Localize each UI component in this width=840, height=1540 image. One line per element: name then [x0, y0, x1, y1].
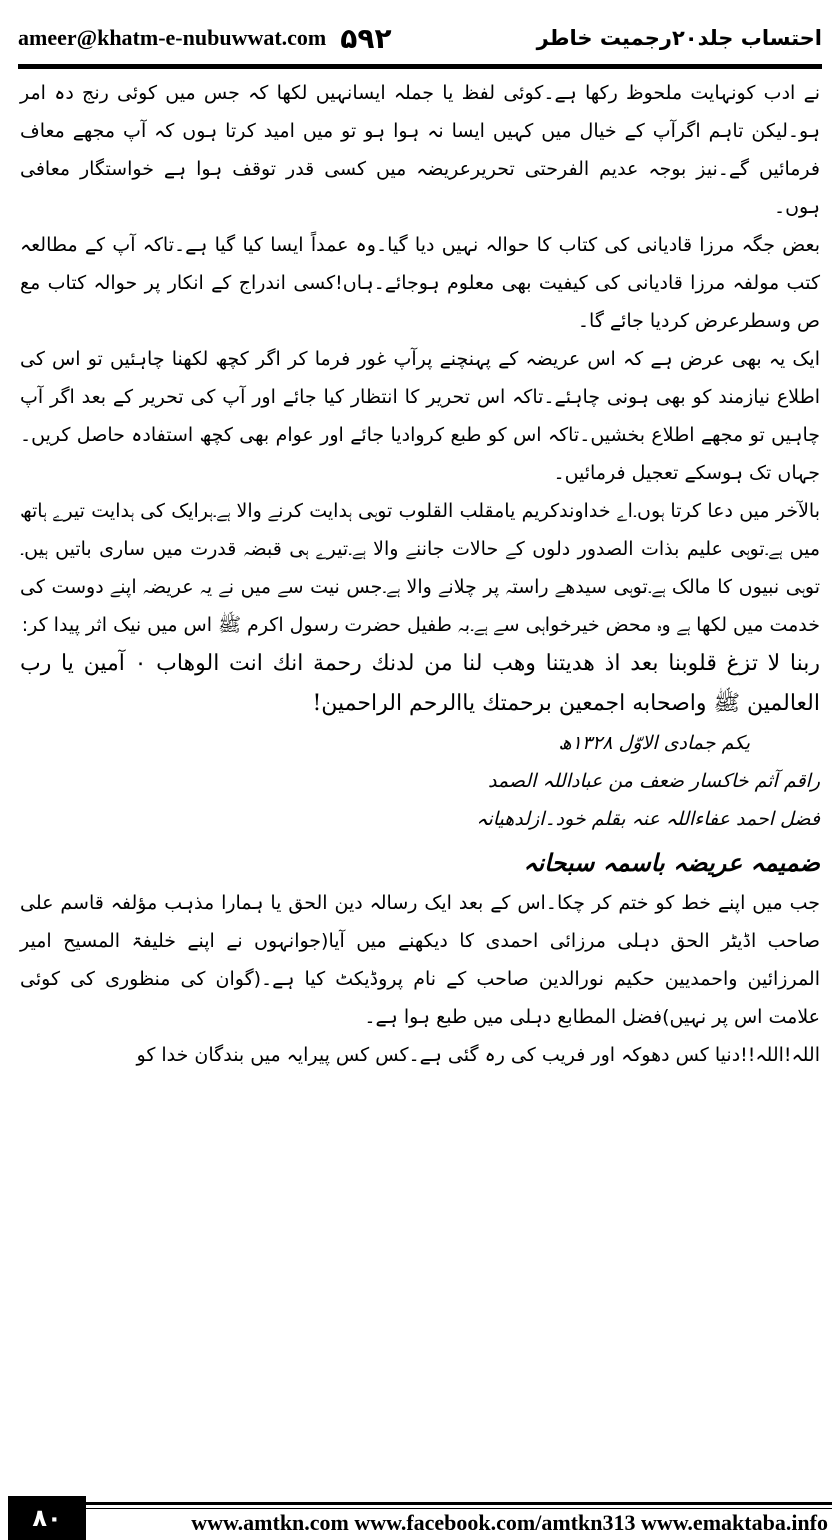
page-number: ۵۹۲: [340, 21, 392, 55]
footer-rule-thick: [86, 1502, 832, 1505]
paragraph-5: جب میں اپنے خط کو ختم کر چکا۔اس کے بعد ایک رسالہ دین الحق یا ہمارا مذہب مؤلفہ قاسم علی صاحب اڈیٹر الحق دہلی مرزائی احمدی کا دیکھنے میں آیا(جوانہوں نے اپنے خلیفۃ المسیح امیر المرزائین واحمدیین حکیم نورالدین صاحب کے نام پروڈیکٹ کیا ہے۔(گوان کی منظوری کی کوئی علامت اس پر نہیں)فضل المطابع دہلی میں طبع ہوا ہے۔: [20, 892, 820, 1028]
appendix-heading: ضمیمہ عریضہ باسمہ سبحانہ: [523, 849, 820, 877]
header-left: [18, 22, 392, 55]
footer-rule-thin: [86, 1508, 832, 1509]
header-email: ameer@khatm-e-nubuwwat.com: [18, 25, 327, 50]
signature-date: یکم جمادی الاوّل ۱۳۲۸ھ: [558, 732, 750, 754]
page-footer: [8, 1496, 832, 1540]
header-rule: [18, 64, 822, 69]
paragraph-3: ایک یہ بھی عرض ہے کہ اس عریضہ کے پہنچنے پرآپ غور فرما کر اگر کچھ لکھنا چاہئیں تو اس کی اطلاع نیازمند کو بھی ہونی چاہئے۔تاکہ اس تحریر کا انتظار کیا جائے اور آپ کی تحریر کے بعد اگر آپ چاہیں تو مجھے اطلاع بخشیں۔تاکہ اس کو طبع کروادیا جائے اور عوام بھی کچھ استفادہ حاصل کریں۔جہاں تک ہوسکے تعجیل فرمائیں۔: [20, 348, 820, 484]
footer-folio: ۸۰: [8, 1496, 86, 1540]
arabic-prayer: ربنا لا تزغ قلوبنا بعد اذ هديتنا وهب لنا من لدنك رحمة انك انت الوهاب ۰ آمين يا رب العالمين ﷺ واصحابه اجمعين برحمتك ياالرحم الراحمين!: [20, 651, 820, 716]
paragraph-2: بعض جگہ مرزا قادیانی کی کتاب کا حوالہ نہیں دیا گیا۔وہ عمداً ایسا کیا گیا ہے۔تاکہ آپ کے مطالعہ کتب مولفہ مرزا قادیانی کی کیفیت بھی معلوم ہوجائے۔ہاں!کسی اندراج کے انکار پر حوالہ کتاب مع ص وسطرعرض کردیا جائے گا۔: [20, 234, 820, 332]
paragraph-4: بالآخر میں دعا کرتا ہوں۔اے خداوندکریم یامقلب القلوب توہی ہدایت کرنے والا ہے۔ہرایک کی ہدایت تیرے ہاتھ میں ہے۔توہی علیم بذات الصدور دلوں کے حالات جاننے والا ہے۔تیرے ہی قبضہ قدرت میں ساری باتیں ہیں۔توہی نبیوں کا مالک ہے۔توہی سیدھے راستہ پر چلانے والا ہے۔جس نیت سے میں نے یہ عریضہ اپنے دوست کی خدمت میں لکھا ہے وہ محض خیرخواہی سے ہے۔بہ طفیل حضرت رسول اکرم ﷺ اس میں نیک اثر پیدا کر:: [20, 500, 820, 636]
running-title: احتساب جلد۲۰رجمیت خاطر: [536, 26, 822, 50]
page-header: [18, 16, 822, 60]
footer-links: www.amtkn.com www.facebook.com/amtkn313 www.emaktaba.info: [191, 1510, 828, 1535]
paragraph-6: اللہ!اللہ!!دنیا کس دھوکہ اور فریب کی رہ گئی ہے۔کس کس پیرایہ میں بندگان خدا کو: [136, 1044, 820, 1066]
footer-right: [86, 1496, 832, 1540]
signature-name: فضل احمد عفاءاللہ عنہ بقلم خود۔ازلدھیانہ: [476, 808, 820, 830]
signature-writer: راقم آثم خاکسار ضعف من عباداللہ الصمد: [487, 770, 820, 792]
paragraph-1: نے ادب کونہایت ملحوظ رکھا ہے۔کوئی لفظ یا جملہ ایسانہیں لکھا کہ جس میں کوئی رنج دہ امر ہو۔لیکن تاہم اگرآپ کے خیال میں کہیں ایسا نہ ہوا ہو تو میں امید کرتا ہوں کہ آپ مجھے معاف فرمائیں گے۔نیز بوجہ عدیم الفرحتی تحریرعریضہ میں کسی قدر توقف ہوا ہے خواستگار معافی ہوں۔: [20, 82, 820, 218]
page-body: [20, 74, 820, 1074]
